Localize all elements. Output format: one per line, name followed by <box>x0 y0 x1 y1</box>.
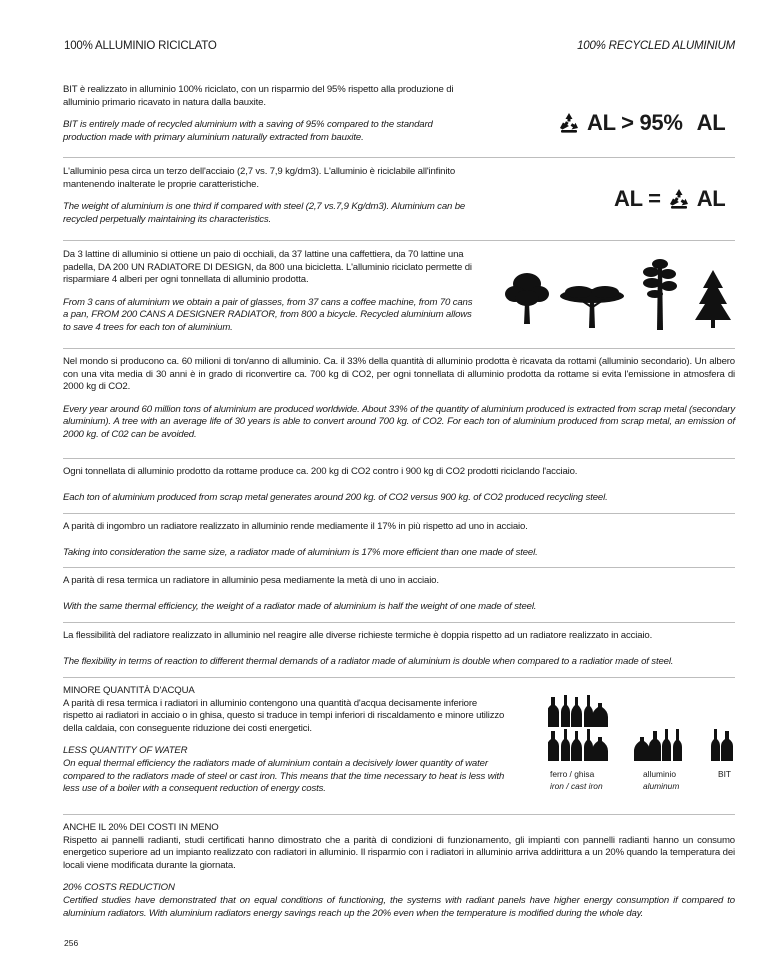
al-saving-graphic <box>557 110 725 136</box>
section-title-it: ANCHE IL 20% DEI COSTI IN MENO <box>63 822 219 833</box>
bottle-label-iron <box>550 768 603 792</box>
divider <box>63 240 735 241</box>
al-equal-graphic <box>614 186 725 212</box>
section-text-en: From 3 cans of aluminium we obtain a pair of glasses, from 37 cans a coffee machine, from 70 cans a pan, FROM 200 CANS A DESIGNER RADIATOR, from 800 a bicycle. Recycled aluminium allows to save 4 trees for each ton of aluminium. <box>63 296 473 333</box>
section-text-it: Da 3 lattine di alluminio si ottiene un paio di occhiali, da 37 lattine una caffettiera, da 70 lattine una padella, DA 200 UN RADIATORE DI DESIGN, da 800 una bicicletta. L'alluminio riciclato permette di risparmiare 4 alberi per ogni tonnellata di alluminio prodotta. <box>63 249 472 286</box>
tree-fir-icon <box>695 270 731 328</box>
section-recycled-aluminium <box>63 84 478 144</box>
section-world-production <box>63 356 735 442</box>
section-text-it: La flessibilità del radiatore realizzato in alluminio nel reagire alle diverse richieste termiche è doppia rispetto ad un radiatore realizzato in acciaio. <box>63 630 653 641</box>
divider <box>63 622 735 623</box>
divider <box>63 814 735 815</box>
page-number: 256 <box>64 938 79 948</box>
al-equal-right: AL <box>696 186 726 211</box>
section-text-it: A parità di resa termica un radiatore in alluminio pesa mediamente la metà di uno in acciaio. <box>63 575 439 586</box>
bottle-label-en: iron / cast iron <box>550 781 603 791</box>
bottles-icon <box>548 693 740 763</box>
section-text-it: A parità di ingombro un radiatore realizzato in alluminio rende mediamente il 17% in più rispetto ad uno in acciaio. <box>63 521 528 532</box>
divider <box>63 513 735 514</box>
al-saving-right: AL <box>696 110 726 135</box>
section-title-en: LESS QUANTITY OF WATER <box>63 745 188 757</box>
bottle-group-iron <box>548 695 608 761</box>
header-right-title: 100% RECYCLED ALUMINIUM <box>577 40 735 52</box>
section-text-en: Taking into consideration the same size, a radiator made of aluminium is 17% more efficient than one made of steel. <box>63 546 538 558</box>
section-text-en: Every year around 60 million tons of aluminium are produced worldwide. About 33% of the quantity of aluminium produced is extracted from scrap metal (secondary aluminium). A tree with an average life of 30 years is able to convert around 700 kg. of CO2. For each ton of aluminium produced from scrap metal, an emission of 2000 kg. of C02 can be avoided. <box>63 403 735 440</box>
section-text-it: A parità di resa termica i radiatori in alluminio contengono una quantità d'acqua decisamente inferiore rispetto ai radiatori in acciaio o in ghisa, questo si traduce in tempi inferiori di riscaldamento e minore utilizzo della caldaia, con conseguente riduzione dei costi energetici. <box>63 697 505 734</box>
recycle-icon <box>667 187 691 211</box>
section-text-it: Nel mondo si producono ca. 60 milioni di ton/anno di alluminio. Ca. il 33% della quantità di alluminio prodotta è ricavata da rottami (alluminio secondario). Un albero con una vita media di 30 anni è in grado di riconvertire ca. 700 kg di CO2, per ogni tonnellata di alluminio prodotta da rottame si evita l'emissione in atmosfera di 2000 kg di CO2. <box>63 356 735 393</box>
section-text-it: L'alluminio pesa circa un terzo dell'acciaio (2,7 vs. 7,9 kg/dm3). L'alluminio è riciclabile all'infinito mantenendo inalterate le proprie caratteristiche. <box>63 166 456 190</box>
section-text-en: The flexibility in terms of reaction to different thermal demands of a radiator made of aluminium is double when compared to a radiatior made of steel. <box>63 655 674 667</box>
divider <box>63 348 735 349</box>
bottle-label-it: alluminio <box>643 769 677 779</box>
section-text-en: On equal thermal efficiency the radiators made of aluminium contain a decisively lower quantity of water compared to the radiators made of steel or cast iron. This means that the time necessary to heat is less with less use of a boiler with a consequent reduction of energy costs. <box>63 757 505 795</box>
bottle-label-en: aluminum <box>643 781 680 791</box>
divider <box>63 157 735 158</box>
section-costs-reduction <box>63 822 735 920</box>
divider <box>63 458 735 459</box>
section-aluminium-weight <box>63 166 478 226</box>
bottle-label-bit <box>718 768 731 780</box>
section-text-it: BIT è realizzato in alluminio 100% riciclato, con un risparmio del 95% rispetto alla produzione di alluminio primario ricavato in natura dalla bauxite. <box>63 84 454 108</box>
section-text-en: BIT is entirely made of recycled aluminium with a saving of 95% compared to the standard production made with primary aluminium naturally extracted from bauxite. <box>63 119 433 143</box>
section-flexibility <box>63 630 735 668</box>
section-co2-emissions <box>63 466 735 504</box>
section-cans-and-trees <box>63 249 478 335</box>
divider <box>63 567 735 568</box>
divider <box>63 677 735 678</box>
section-text-en: Each ton of aluminium produced from scrap metal generates around 200 kg. of CO2 versus 900 kg. of CO2 produced recycling steel. <box>63 491 608 503</box>
bottle-label-aluminium <box>643 768 679 792</box>
header-left-title: 100% ALLUMINIO RICICLATO <box>64 40 217 52</box>
bottle-group-bit <box>711 729 733 761</box>
section-text-it: Ogni tonnellata di alluminio prodotto da rottame produce ca. 200 kg di CO2 contro i 900 kg di CO2 prodotti riciclando l'acciaio. <box>63 466 578 477</box>
tree-pine-icon <box>643 259 677 330</box>
al-equal-left: AL = <box>614 186 661 211</box>
section-title-en: 20% COSTS REDUCTION <box>63 882 175 894</box>
section-text-en: The weight of aluminium is one third if compared with steel (2,7 vs.7,9 Kg/dm3). Aluminium can be recycled perpetually maintaining its characteristics. <box>63 201 466 225</box>
section-less-water <box>63 685 508 796</box>
trees-icon <box>505 258 735 338</box>
tree-acacia-icon <box>560 286 624 328</box>
recycle-icon <box>557 111 581 135</box>
section-weight-comparison <box>63 575 735 613</box>
section-title-it: MINORE QUANTITÀ D'ACQUA <box>63 685 195 696</box>
section-text-en: With the same thermal efficiency, the weight of a radiator made of aluminium is half the weight of one made of steel. <box>63 600 537 612</box>
section-efficiency <box>63 521 735 559</box>
tree-round-icon <box>505 273 549 324</box>
bottle-label-it: ferro / ghisa <box>550 769 595 779</box>
bottle-label-it: BIT <box>718 769 732 779</box>
section-text-it: Rispetto ai pannelli radianti, studi certificati hanno dimostrato che a parità di condizioni di funzionamento, gli impianti con pannelli radianti hanno un consumo energetico superiore ad un impianto realizzato con radiatori in alluminio. Il risparmio con i radiatori in alluminio arriva addirittura a un 20% quando la temperatura dei locali viene modificata durante la giornata. <box>63 834 735 871</box>
bottle-group-aluminium <box>634 729 682 761</box>
section-text-en: Certified studies have demonstrated that on equal conditions of functioning, the systems with radiant panels have higher energy consumption if compared to aluminium radiators. With aluminium radiators energy savings reach up the 20% even when the temperature is modified during the whole day. <box>63 894 735 919</box>
al-saving-left: AL > 95% <box>587 110 683 135</box>
